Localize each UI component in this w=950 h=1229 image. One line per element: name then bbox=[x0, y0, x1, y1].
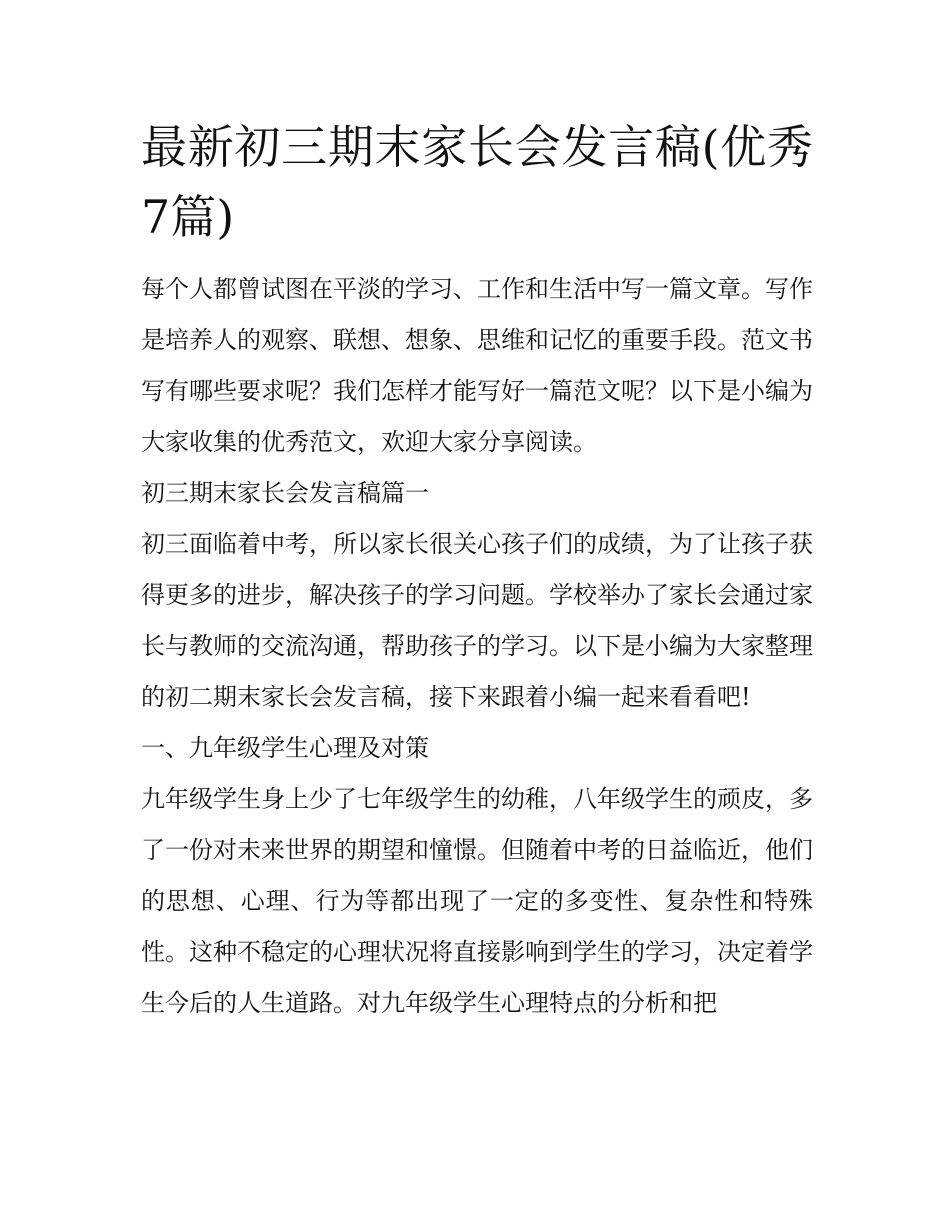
intro-paragraph: 每个人都曾试图在平淡的学习、工作和生活中写一篇文章。写作是培养人的观察、联想、想象、思维和记忆的重要手段。范文书写有哪些要求呢？我们怎样才能写好一篇范文呢？以下是小编为大家收集的优秀范文，欢迎大家分享阅读。 bbox=[141, 275, 813, 456]
body-paragraph-1: 初三面临着中考，所以家长很关心孩子们的成绩，为了让孩子获得更多的进步，解决孩子的学习问题。学校举办了家长会通过家长与教师的交流沟通，帮助孩子的学习。以下是小编为大家整理的初二期末家长会发言稿，接下来跟着小编一起来看看吧! bbox=[141, 530, 813, 711]
body-paragraph-2: 九年级学生身上少了七年级学生的幼稚，八年级学生的顽皮，多了一份对未来世界的期望和憧憬。但随着中考的日益临近，他们的思想、心理、行为等都出现了一定的多变性、复杂性和特殊性。这种不稳定的心理状况将直接影响到学生的学习，决定着学生今后的人生道路。对九年级学生心理特点的分析和把 bbox=[141, 785, 813, 1017]
document-content bbox=[141, 112, 813, 1029]
document-title: 最新初三期末家长会发言稿(优秀7篇) bbox=[141, 120, 813, 244]
section-heading-1: 初三期末家长会发言稿篇一 bbox=[141, 479, 429, 507]
section-heading-2: 一、九年级学生心理及对策 bbox=[141, 734, 429, 762]
